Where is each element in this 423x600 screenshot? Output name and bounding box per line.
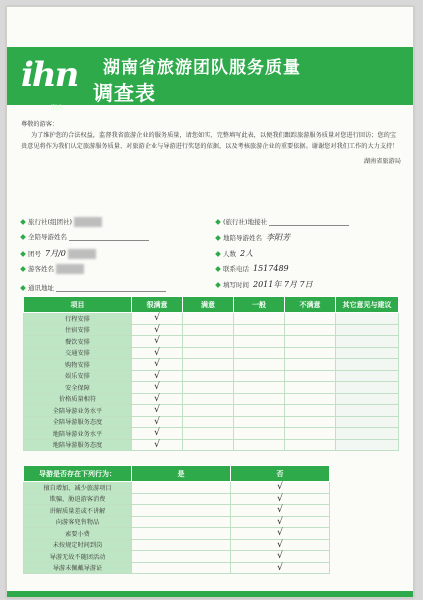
field-label: 全陪导游姓名 — [28, 233, 67, 241]
table-row — [24, 370, 399, 382]
table-row — [24, 393, 399, 405]
behavior-cell[interactable]: √ — [231, 505, 330, 517]
comment-cell[interactable] — [336, 405, 399, 417]
bullet-icon — [215, 282, 221, 288]
local-agency-field[interactable] — [216, 217, 349, 226]
blank-cell — [330, 505, 399, 517]
comment-cell[interactable] — [336, 324, 399, 336]
header-blank — [330, 466, 399, 482]
comment-cell[interactable] — [336, 382, 399, 394]
comment-cell[interactable] — [336, 347, 399, 359]
rating-cell[interactable]: √ — [132, 324, 183, 336]
rating-item-label: 交通安排 — [24, 347, 132, 359]
table-row — [24, 382, 399, 394]
table-row — [24, 347, 399, 359]
bullet-icon — [215, 251, 221, 257]
rating-cell[interactable] — [234, 428, 285, 440]
letter-greeting: 尊敬的游客： — [21, 121, 59, 128]
people-value: 2人 — [240, 249, 254, 258]
behavior-item-label: 导游无故不随团活动 — [24, 551, 132, 563]
rating-cell[interactable]: √ — [132, 336, 183, 348]
table-row — [24, 551, 399, 563]
rating-cell[interactable] — [234, 359, 285, 371]
behavior-cell[interactable]: √ — [231, 551, 330, 563]
behavior-cell[interactable] — [132, 528, 231, 540]
rating-cell[interactable]: √ — [132, 370, 183, 382]
behavior-header-row — [24, 466, 399, 482]
info-form — [21, 212, 401, 297]
field-label: 团号 — [28, 250, 41, 258]
group-no-value: 7月/0 — [45, 249, 66, 258]
header-unsatisfied: 不满意 — [285, 297, 336, 313]
rating-cell[interactable] — [234, 405, 285, 417]
title-line-1: 湖南省旅游团队服务质量 — [103, 58, 301, 78]
rating-item-label: 行程安排 — [24, 313, 132, 325]
behavior-cell[interactable] — [132, 493, 231, 505]
behavior-cell[interactable] — [132, 551, 231, 563]
behavior-cell[interactable]: √ — [231, 562, 330, 574]
rating-cell[interactable] — [183, 439, 234, 451]
rating-cell[interactable] — [285, 416, 336, 428]
people-field[interactable] — [216, 248, 253, 259]
table-row — [24, 439, 399, 451]
agency-field[interactable] — [21, 217, 102, 227]
rating-cell[interactable] — [234, 439, 285, 451]
underline — [69, 232, 149, 241]
behavior-item-label: 擅自增加、减少旅游项目 — [24, 482, 132, 494]
date-field[interactable] — [216, 279, 313, 290]
rating-cell[interactable] — [234, 416, 285, 428]
comment-cell[interactable] — [336, 313, 399, 325]
rating-cell[interactable]: √ — [132, 393, 183, 405]
behavior-cell[interactable]: √ — [231, 516, 330, 528]
rating-item-label: 地陪导游业务水平 — [24, 428, 132, 440]
rating-cell[interactable] — [183, 359, 234, 371]
rating-cell[interactable] — [183, 313, 234, 325]
redacted-block — [56, 264, 84, 274]
table-row — [24, 336, 399, 348]
survey-paper — [6, 6, 414, 598]
rating-item-label: 购物安排 — [24, 359, 132, 371]
rating-item-label: 全陪导游服务态度 — [24, 416, 132, 428]
behavior-cell[interactable] — [132, 516, 231, 528]
table-row — [24, 359, 399, 371]
table-row — [24, 505, 399, 517]
rating-cell[interactable] — [234, 336, 285, 348]
group-no-field[interactable] — [21, 248, 96, 259]
table-row — [24, 482, 399, 494]
rating-cell[interactable] — [183, 428, 234, 440]
rating-item-label: 地陪导游服务态度 — [24, 439, 132, 451]
phone-field[interactable] — [216, 264, 289, 273]
rating-cell[interactable] — [285, 439, 336, 451]
bullet-icon — [20, 234, 26, 240]
field-label: 填写时间 — [223, 281, 249, 289]
rating-cell[interactable] — [183, 347, 234, 359]
rating-item-label: 价格质量相符 — [24, 393, 132, 405]
rating-cell[interactable]: √ — [132, 416, 183, 428]
field-label: 旅行社(组团社) — [28, 218, 73, 226]
rating-cell[interactable] — [285, 382, 336, 394]
behavior-item-label: 欺骗、胁迫游客消费 — [24, 493, 132, 505]
rating-item-label: 餐饮安排 — [24, 336, 132, 348]
header-satisfied: 满意 — [183, 297, 234, 313]
comment-cell[interactable] — [336, 393, 399, 405]
rating-cell[interactable] — [234, 382, 285, 394]
phone-value: 1517489 — [253, 264, 289, 273]
rating-cell[interactable] — [285, 393, 336, 405]
behavior-item-label: 索要小费 — [24, 528, 132, 540]
behavior-cell[interactable] — [132, 539, 231, 551]
rating-item-label: 娱乐安排 — [24, 370, 132, 382]
comment-cell[interactable] — [336, 428, 399, 440]
table-row — [24, 313, 399, 325]
field-label: 联系电话 — [223, 265, 249, 273]
behavior-cell[interactable]: √ — [231, 539, 330, 551]
behavior-cell[interactable] — [132, 562, 231, 574]
letter-signature: 湖南省旅游局 — [363, 158, 401, 165]
underline — [269, 217, 349, 226]
bullet-icon — [215, 235, 221, 241]
blank-cell — [330, 551, 399, 563]
rating-cell[interactable]: √ — [132, 382, 183, 394]
address-field[interactable] — [21, 283, 166, 292]
rating-cell[interactable]: √ — [132, 439, 183, 451]
header-very-satisfied: 很满意 — [132, 297, 183, 313]
field-label: (旅行社)地接社 — [223, 218, 268, 226]
bullet-icon — [20, 285, 26, 291]
rating-cell[interactable] — [183, 336, 234, 348]
rating-cell[interactable] — [183, 324, 234, 336]
bullet-icon — [20, 251, 26, 257]
bullet-icon — [20, 266, 26, 272]
blank-cell — [330, 516, 399, 528]
rating-item-label: 住宿安排 — [24, 324, 132, 336]
redacted-block — [74, 217, 102, 227]
behavior-cell[interactable] — [132, 482, 231, 494]
underline — [56, 283, 166, 292]
blank-cell — [330, 493, 399, 505]
table-row — [24, 516, 399, 528]
redacted-block — [68, 249, 96, 259]
rating-cell[interactable] — [285, 324, 336, 336]
rating-item-label: 全陪导游业务水平 — [24, 405, 132, 417]
footer-bar — [7, 591, 413, 597]
rating-cell[interactable] — [285, 359, 336, 371]
comment-cell[interactable] — [336, 416, 399, 428]
table-row — [24, 539, 399, 551]
field-label: 通讯地址 — [28, 284, 54, 292]
behavior-item-label: 向游客兜售物品 — [24, 516, 132, 528]
rating-cell[interactable] — [285, 370, 336, 382]
rating-cell[interactable] — [183, 382, 234, 394]
date-value: 2011年 7月 7日 — [253, 280, 313, 289]
rating-cell[interactable] — [234, 313, 285, 325]
rating-cell[interactable]: √ — [132, 313, 183, 325]
table-row — [24, 562, 399, 574]
tourist-name-field[interactable] — [21, 264, 84, 274]
intro-letter — [21, 119, 401, 167]
table-row — [24, 324, 399, 336]
rating-cell[interactable]: √ — [132, 347, 183, 359]
header-no: 否 — [231, 466, 330, 482]
rating-cell[interactable] — [234, 324, 285, 336]
header-comments: 其它意见与建议 — [336, 297, 399, 313]
table-row — [24, 416, 399, 428]
behavior-table — [23, 465, 399, 574]
field-label: 地陪导游姓名 — [223, 234, 262, 242]
behavior-cell[interactable]: √ — [231, 528, 330, 540]
table-row — [24, 493, 399, 505]
logo-subtext: 湖南 — [51, 105, 64, 112]
rating-cell[interactable]: √ — [132, 405, 183, 417]
local-guide-field[interactable] — [216, 232, 290, 243]
rating-cell[interactable] — [234, 370, 285, 382]
local-guide-value: 李阳芳 — [266, 233, 290, 242]
comment-cell[interactable] — [336, 370, 399, 382]
rating-cell[interactable] — [285, 405, 336, 417]
rating-cell[interactable] — [234, 347, 285, 359]
header-average: 一般 — [234, 297, 285, 313]
letter-body: 为了维护您的合法权益，监督我省旅游企业的服务质量，请您如实、完整填写此表，以便我们跟踪旅游服务质量对您进行回访；您的宝贵意见将作为我们认定旅游服务质量、对旅游企业与导游进行奖惩的依据，以及考核旅游企业的重要依据。谢谢您对我们工作的大力支持！ — [21, 132, 399, 150]
rating-table — [23, 296, 399, 451]
rating-cell[interactable] — [183, 416, 234, 428]
rating-cell[interactable] — [285, 336, 336, 348]
table-row — [24, 405, 399, 417]
behavior-item-label: 导游未佩戴导游证 — [24, 562, 132, 574]
header-behavior: 导游是否存在下列行为： — [24, 466, 132, 482]
logo-text: ihn — [21, 55, 78, 95]
table-row — [24, 528, 399, 540]
table-row — [24, 428, 399, 440]
behavior-cell[interactable]: √ — [231, 482, 330, 494]
header-item: 项目 — [24, 297, 132, 313]
behavior-cell[interactable] — [132, 505, 231, 517]
rating-header-row — [24, 297, 399, 313]
title-line-2: 调查表 — [93, 81, 156, 105]
rating-cell[interactable]: √ — [132, 428, 183, 440]
header-yes: 是 — [132, 466, 231, 482]
comment-cell[interactable] — [336, 359, 399, 371]
header-banner — [7, 47, 413, 112]
rating-cell[interactable] — [183, 405, 234, 417]
field-label: 人数 — [223, 250, 236, 258]
blank-cell — [330, 562, 399, 574]
behavior-item-label: 讲解质量差或不讲解 — [24, 505, 132, 517]
rating-cell[interactable]: √ — [132, 359, 183, 371]
field-label: 游客姓名 — [28, 265, 54, 273]
behavior-cell[interactable]: √ — [231, 493, 330, 505]
rating-cell[interactable] — [183, 393, 234, 405]
bullet-icon — [20, 219, 26, 225]
behavior-item-label: 未按规定时间到岗 — [24, 539, 132, 551]
rating-item-label: 安全保障 — [24, 382, 132, 394]
rating-cell[interactable] — [285, 428, 336, 440]
bullet-icon — [215, 219, 221, 225]
rating-cell[interactable] — [183, 370, 234, 382]
rating-cell[interactable] — [285, 313, 336, 325]
rating-cell[interactable] — [285, 347, 336, 359]
comment-cell[interactable] — [336, 439, 399, 451]
blank-cell — [330, 528, 399, 540]
blank-cell — [330, 539, 399, 551]
guide-field[interactable] — [21, 232, 149, 241]
blank-cell — [330, 482, 399, 494]
comment-cell[interactable] — [336, 336, 399, 348]
tourism-logo — [21, 52, 81, 112]
rating-cell[interactable] — [234, 393, 285, 405]
bullet-icon — [215, 266, 221, 272]
